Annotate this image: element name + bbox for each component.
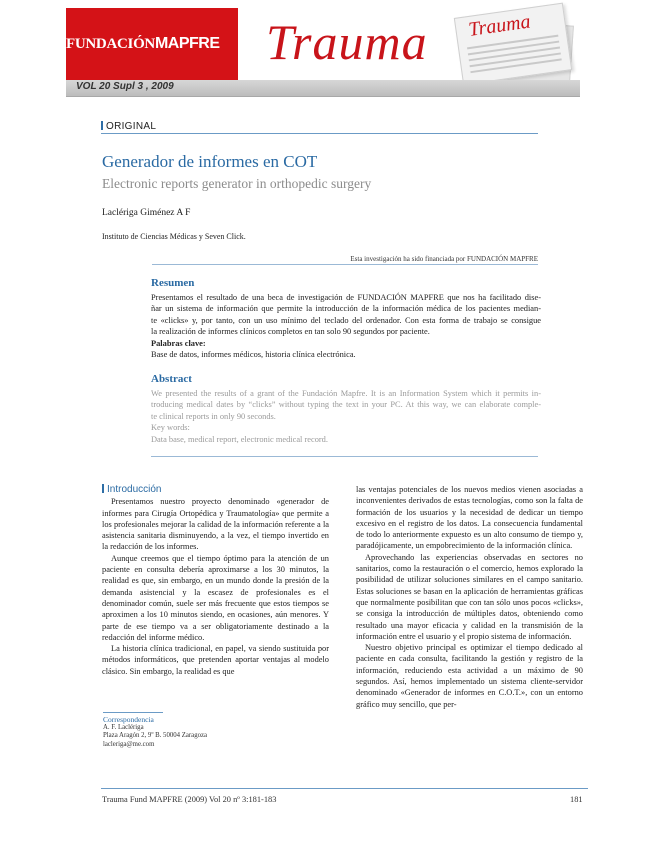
resumen-block: [151, 277, 541, 360]
section-marker: [101, 121, 103, 130]
authors: Laclériga Giménez A F: [102, 208, 191, 218]
paragraph: las ventajas potenciales de los nuevos medios vienen asociadas a inconvenientes derivados de estas tecnologías, como son la falta de formación de los usuarios y la necesidad de dedicar un tiempo excesivo en el registro de los datos. La consecuencia fundamental de todo lo anteriormente expuesto es un alto consumo de tiempo y, paradójicamente, un empobrecimiento de la información clínica.: [356, 485, 583, 551]
journal-title: Trauma: [266, 14, 428, 70]
paragraph: Presentamos nuestro proyecto denominado «generador de informes para Cirugía Ortopédica y Traumatología» que permite a los profesionales mejorar la calidad de la información referente a la asistencia sanitaria disminuyendo, a la vez, el tiempo invertido en la redacción de los informes.: [102, 497, 329, 552]
abstract-line: te clinical reports in only 90 seconds.: [151, 411, 276, 421]
paragraph: Aunque creemos que el tiempo óptimo para la atención de un paciente en consulta debería aproximarse a los 30 minutos, la realidad es que, sin embargo, en un mundo donde la presión de la demanda asistencial y la escasez de profesionales es el denominador común, suele ser más frecuente que estos tiempos se aproximen a los 10 minutos siendo, en ocasiones, aún menores. Y parte de ese tiempo va a ser obligatoriamente destinado a la redacción del informe médico.: [102, 553, 329, 642]
cover-title: Trauma: [467, 10, 532, 41]
volume-bar: [66, 80, 580, 97]
logo-part-1: FUNDACIÓN: [66, 35, 155, 52]
introduction-heading: [102, 484, 329, 495]
abstract-line: We presented the results of a grant of the Fundación Mapfre. It is an Information System which it permits in-: [151, 389, 541, 398]
paragraph: Nuestro objetivo principal es optimizar el tiempo dedicado al paciente en cada consulta, facilitando la gestión y registro de la información, reduciendo esta actividad a un máximo de 90 segundos. Así, hemos implementado un sistema cliente-servidor denominado «Generador de informes en C.O.T.», con un entorno gráfico muy sencillo, que per-: [356, 643, 583, 709]
resumen-heading: Resumen: [151, 277, 195, 289]
article-title: Generador de informes en COT: [102, 152, 318, 171]
body-column-right: [356, 484, 583, 710]
keywords: Base de datos, informes médicos, historia clínica electrónica.: [151, 350, 356, 360]
paragraph: Aprovechando las experiencias observadas en sectores no sanitarios, como la restauración o el comercio, hemos explorado la posibilidad de utilizar soluciones similares en el campo sanitario. Estas soluciones se basan en la aplicación de herramientas gráficas que normalmente posibilitan que con tan sólo unos pocos «clicks», se consiga la introducción de múltiples datos, obteniendo como resultado una mayor eficacia y calidad en la transmisión de la información entre el usuario y el propio sistema de información.: [356, 552, 583, 641]
key-words: Data base, medical report, electronic medical record.: [151, 434, 328, 444]
article-title-english: Electronic reports generator in orthopedic surgery: [102, 176, 372, 191]
funding-rule: [152, 264, 538, 265]
header-rule: [101, 133, 538, 134]
footer-rule: [101, 788, 588, 789]
correspondence-rule: [103, 712, 163, 713]
page-number: 181: [570, 795, 583, 804]
introduction-heading-text: Introducción: [107, 484, 162, 495]
abstract-block: [151, 373, 541, 445]
abstract-rule: [151, 456, 538, 457]
correspondence-name: A. F. Laclériga: [103, 724, 144, 731]
resumen-line: ñar un sistema de información que permite la introducción de la información médica de los pacientes median-: [151, 304, 541, 314]
affiliation: Instituto de Ciencias Médicas y Seven Click.: [102, 232, 246, 241]
correspondence-heading: Correspondencia: [103, 715, 154, 724]
section-label: [101, 121, 156, 132]
logo-part-2: MAPFRE: [154, 35, 220, 52]
abstract-line: troducing medical dates by “clicks” without typing the text in your PC. At this way, we can elaborate comple-: [151, 400, 541, 410]
key-words-heading: Key words:: [151, 423, 190, 433]
resumen-line: Presentamos el resultado de una beca de investigación de FUNDACIÓN MAPFRE que nos ha facilitado dise-: [151, 293, 541, 302]
footer-citation: Trauma Fund MAPFRE (2009) Vol 20 nº 3:181-183: [102, 795, 277, 804]
correspondence-email[interactable]: lacleriga@me.com: [103, 740, 155, 748]
resumen-line: te «clicks» y, por tanto, con un uso mínimo del teclado del ordenador. Con esta forma de trabajo se consigue: [151, 315, 541, 325]
body-column-left: [102, 484, 329, 677]
resumen-line: la realización de informes clínicos completos en tan solo 90 segundos por paciente.: [151, 327, 430, 337]
cover-text-lines: [467, 35, 562, 78]
foundation-logo: [66, 8, 238, 80]
paragraph: La historia clínica tradicional, en papel, va siendo sustituida por métodos informáticos, que pretenden aportar ventajas al modelo clásico. Sin embargo, la realidad es que: [102, 644, 329, 676]
volume-label: VOL 20 Supl 3 , 2009: [76, 81, 174, 92]
funding-note: Esta investigación ha sido financiada por FUNDACIÓN MAPFRE: [350, 255, 538, 263]
keywords-heading: Palabras clave:: [151, 338, 206, 348]
correspondence: [103, 712, 303, 749]
correspondence-address: Plaza Aragón 2, 9º B. 50004 Zaragoza: [103, 732, 208, 740]
section-text: ORIGINAL: [106, 121, 157, 132]
abstract-heading: Abstract: [151, 373, 192, 385]
section-marker: [102, 484, 104, 493]
journal-banner: [66, 8, 580, 80]
